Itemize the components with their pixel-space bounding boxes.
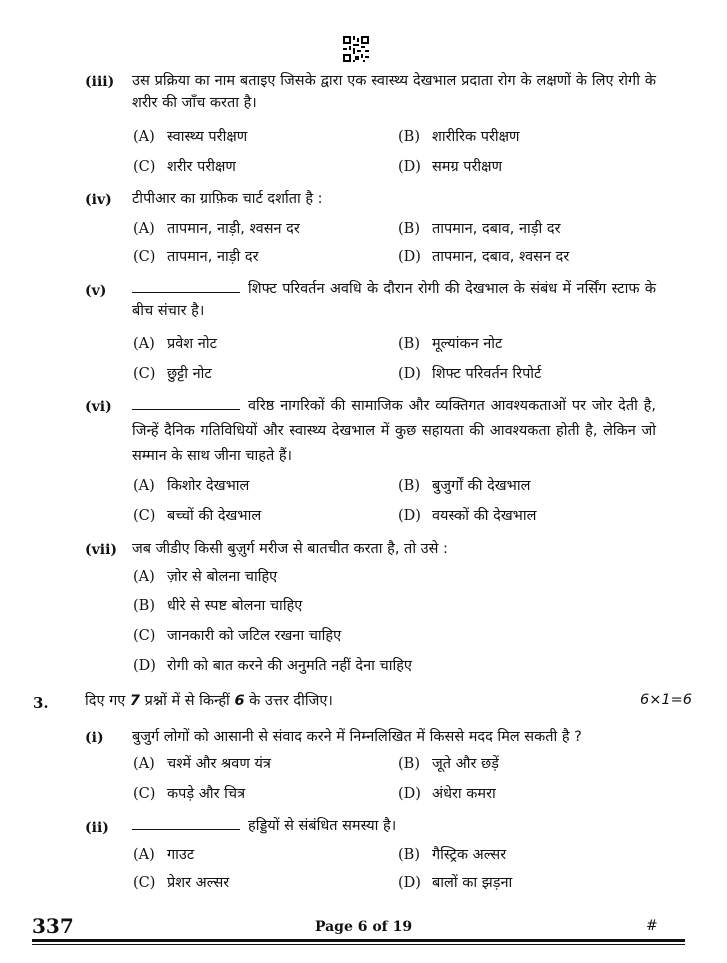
question-number: (i)	[85, 730, 104, 746]
option-c: (C) प्रेशर अल्सर	[133, 875, 230, 891]
option-b: (B) बुजुर्गों की देखभाल	[398, 478, 531, 494]
option-c: (C) बच्चों की देखभाल	[133, 508, 262, 524]
fill-blank	[132, 816, 240, 830]
fill-blank	[132, 396, 240, 410]
option-a: (A) किशोर देखभाल	[133, 478, 250, 494]
option-a: (A) चश्में और श्रवण यंत्र	[133, 756, 271, 772]
option-d: (D) वयस्कों की देखभाल	[398, 508, 537, 524]
option-c: (C) जानकारी को जटिल रखना चाहिए	[133, 628, 342, 644]
question-number: (ii)	[85, 820, 109, 836]
option-d: (D) अंधेरा कमरा	[398, 786, 496, 802]
option-d: (D) बालों का झड़ना	[398, 875, 513, 891]
option-d: (D) शिफ्ट परिवर्तन रिपोर्ट	[398, 366, 542, 382]
option-a: (A) ज़ोर से बोलना चाहिए	[133, 569, 278, 585]
section-number: 3.	[33, 694, 49, 712]
option-b: (B) जूते और छड़ें	[398, 756, 499, 772]
option-c: (C) शरीर परीक्षण	[133, 159, 236, 175]
footer-rule-thick	[32, 939, 685, 942]
question-number: (vi)	[85, 399, 112, 415]
section-instruction: दिए गए 7 प्रश्नों में से किन्हीं 6 के उत्तर दीजिए।	[85, 693, 333, 709]
option-a: (A) प्रवेश नोट	[133, 336, 217, 352]
question-text: जब जीडीए किसी बुज़ुर्ग मरीज से बातचीत करता है, तो उसे :	[132, 541, 448, 557]
question-text: शिफ्ट परिवर्तन अवधि के दौरान रोगी की देखभाल के संबंध में नर्सिंग स्टाफ के बीच संचार है।	[132, 281, 656, 319]
question-number: (vii)	[85, 542, 118, 558]
fill-blank	[132, 279, 240, 293]
hash-mark: #	[646, 918, 658, 934]
question-number: (iii)	[85, 74, 115, 90]
footer-rule-thin	[32, 944, 685, 945]
option-c: (C) छुट्टी नोट	[133, 366, 212, 382]
option-c: (C) कपड़े और चित्र	[133, 786, 246, 802]
option-c: (C) तापमान, नाड़ी दर	[133, 249, 259, 265]
question-text: उस प्रक्रिया का नाम बताइए जिसके द्वारा एक स्वास्थ्य देखभाल प्रदाता रोग के लक्षणों के लिए रोगी के शरीर की जाँच करता है।	[132, 73, 656, 111]
question-text: हड्डियों से संबंधित समस्या है।	[132, 815, 656, 837]
option-a: (A) स्वास्थ्य परीक्षण	[133, 129, 248, 145]
question-text: बुजुर्ग लोगों को आसानी से संवाद करने में निम्नलिखित में किससे मदद मिल सकती है ?	[132, 729, 582, 745]
question-number: (v)	[85, 283, 107, 299]
option-a: (A) तापमान, नाड़ी, श्वसन दर	[133, 221, 300, 237]
option-d: (D) रोगी को बात करने की अनुमति नहीं देना चाहिए	[133, 658, 412, 674]
option-a: (A) गाउट	[133, 847, 195, 863]
option-b: (B) मूल्यांकन नोट	[398, 336, 503, 352]
question-number: (iv)	[85, 192, 112, 208]
option-b: (B) शारीरिक परीक्षण	[398, 129, 520, 145]
question-text: टीपीआर का ग्राफ़िक चार्ट दर्शाता है :	[132, 191, 323, 207]
page-number: Page 6 of 19	[314, 919, 413, 935]
option-b: (B) गैस्ट्रिक अल्सर	[398, 847, 507, 863]
option-b: (B) धीरे से स्पष्ट बोलना चाहिए	[133, 598, 303, 614]
option-d: (D) समग्र परीक्षण	[398, 159, 503, 175]
option-b: (B) तापमान, दबाव, नाड़ी दर	[398, 221, 561, 237]
question-text: वरिष्ठ नागरिकों की सामाजिक और व्यक्तिगत आवश्यकताओं पर जोर देती है, जिन्हें दैनिक गतिविधियों और स्वास्थ्य देखभाल में कुछ सहायता की आवश्यकता होती है, लेकिन जो सम्मान के साथ जीना चाहते हैं।	[132, 398, 656, 464]
option-d: (D) तापमान, दबाव, श्वसन दर	[398, 249, 570, 265]
marks-label: 6×1=6	[640, 692, 692, 708]
qr-code-icon	[343, 36, 369, 62]
paper-code: 337	[32, 914, 74, 938]
